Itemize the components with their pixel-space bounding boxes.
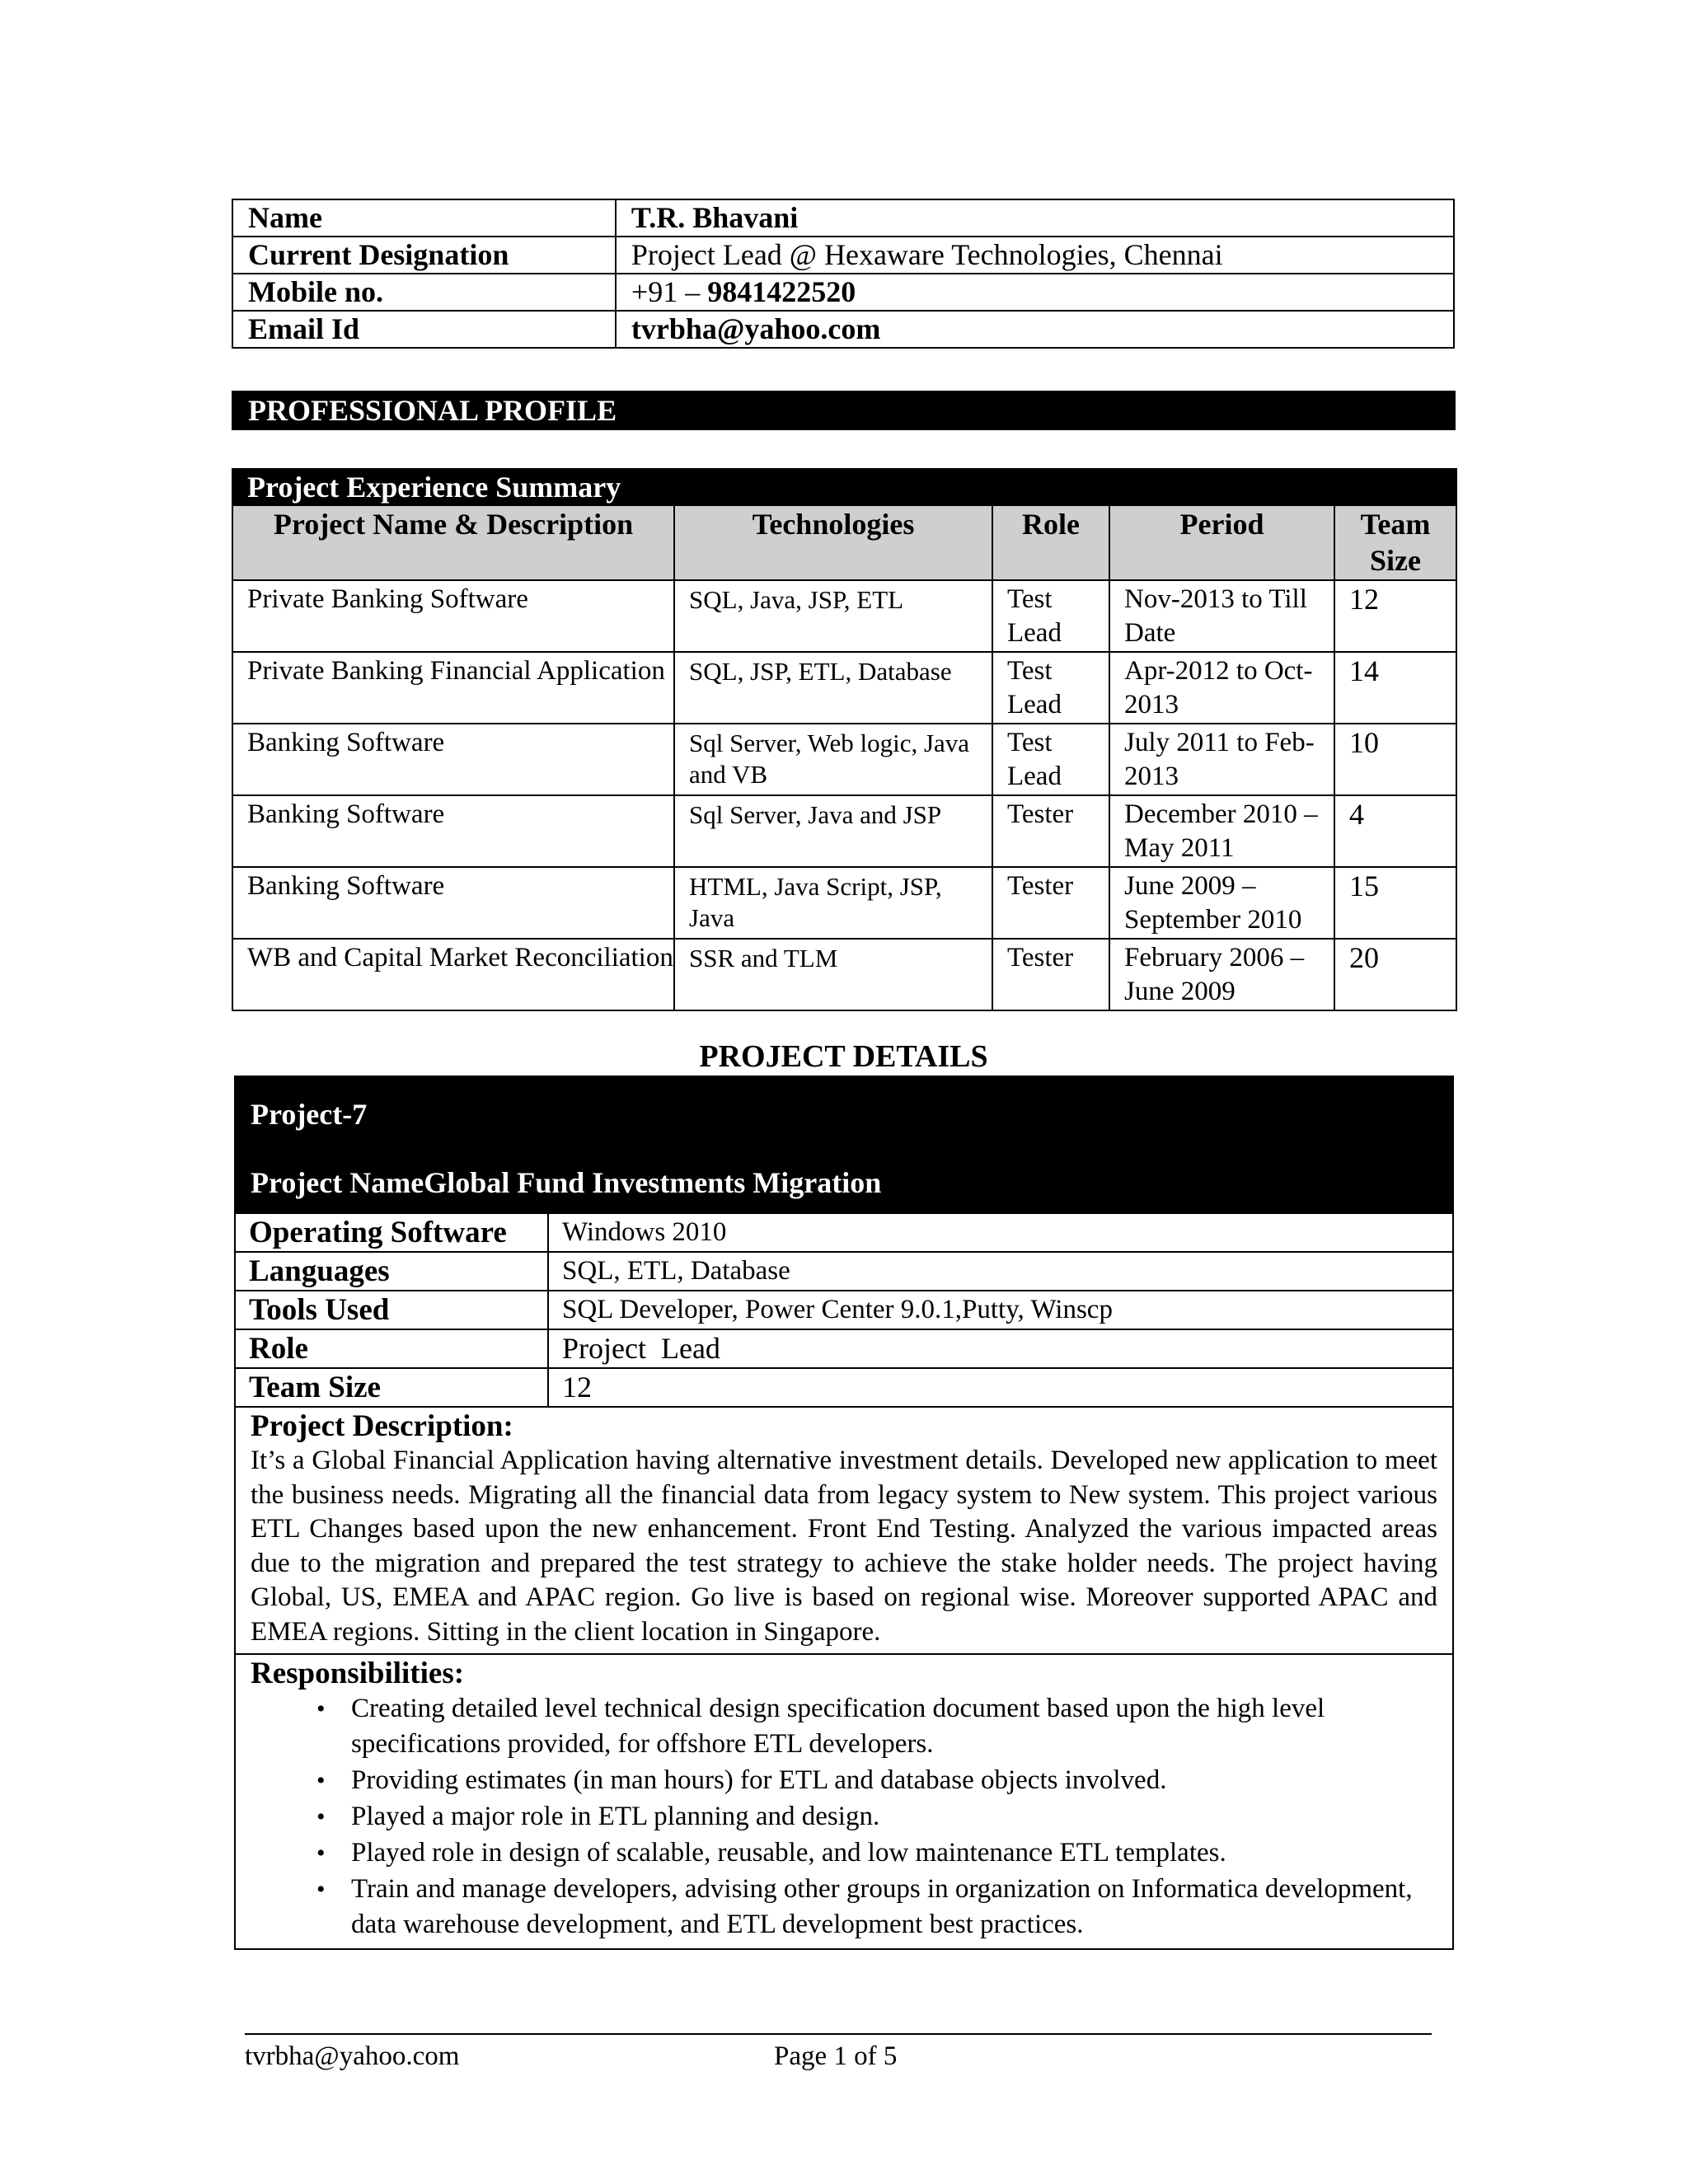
footer-page-number: Page 1 of 5 [774, 2041, 898, 2071]
cell-period: December 2010 – May 2011 [1109, 795, 1334, 867]
meta-row [236, 1291, 1452, 1329]
list-item-text: Providing estimates (in man hours) for ETL and database objects involved. [351, 1765, 1167, 1795]
meta-value: Project Lead [548, 1329, 1452, 1368]
meta-value: Windows 2010 [548, 1214, 1452, 1252]
info-row-name [232, 199, 1454, 237]
info-value-name: T.R. Bhavani [616, 199, 1454, 237]
cell-project: Private Banking Financial Application [232, 652, 674, 724]
meta-row [236, 1252, 1452, 1291]
cell-team-size: 14 [1334, 652, 1456, 724]
cell-period: Apr-2012 to Oct-2013 [1109, 652, 1334, 724]
column-header: Period [1109, 505, 1334, 580]
table-row [232, 939, 1456, 1010]
cell-period: Nov-2013 to Till Date [1109, 580, 1334, 652]
project-header [236, 1077, 1452, 1214]
cell-technologies: SSR and TLM [674, 939, 992, 1010]
list-item [251, 1799, 1437, 1835]
table-row [232, 724, 1456, 795]
cell-project: Banking Software [232, 724, 674, 795]
list-item-text: Played a major role in ETL planning and design. [351, 1801, 880, 1831]
cell-role: Test Lead [992, 724, 1109, 795]
description-text: It’s a Global Financial Application having alternative investment details. Developed new application to meet the business needs. Migrating all the financial data from legacy system to New system. This project various ETL Changes based upon the new enhancement. Front End Testing. Analyzed the various impacted areas due to the migration and prepared the test strategy to achieve the stake holder needs. The project having Global, US, EMEA and APAC region. Go live is based on regional wise. Moreover supported APAC and EMEA regions. Sitting in the client location in Singapore. [251, 1446, 1437, 1647]
list-item-text: Train and manage developers, advising other groups in organization on Informatica development, data warehouse development, and ETL development best practices. [351, 1873, 1413, 1939]
responsibilities-section [236, 1655, 1452, 1948]
cell-project: WB and Capital Market Reconciliation [232, 939, 674, 1010]
meta-row [236, 1329, 1452, 1368]
meta-row [236, 1368, 1452, 1407]
cell-project: Private Banking Software [232, 580, 674, 652]
info-label: Current Designation [232, 237, 616, 274]
cell-project: Banking Software [232, 867, 674, 939]
cell-team-size: 4 [1334, 795, 1456, 867]
meta-value: SQL Developer, Power Center 9.0.1,Putty, Winscp [548, 1291, 1452, 1329]
cell-role: Test Lead [992, 652, 1109, 724]
info-label: Name [232, 199, 616, 237]
project-number: Project-7 [251, 1098, 368, 1131]
info-label: Mobile no. [232, 274, 616, 311]
list-item [251, 1872, 1437, 1943]
column-header: Role [992, 505, 1109, 580]
cell-technologies: Sql Server, Java and JSP [674, 795, 992, 867]
description-title: Project Description: [251, 1409, 513, 1443]
project-summary-table [232, 468, 1457, 1011]
cell-technologies: HTML, Java Script, JSP, Java [674, 867, 992, 939]
project-detail-box [234, 1076, 1454, 1950]
project-details-heading: PROJECT DETAILS [699, 1039, 988, 1074]
list-item [251, 1691, 1437, 1762]
cell-team-size: 15 [1334, 867, 1456, 939]
responsibilities-list [251, 1691, 1437, 1943]
project-name: Project NameGlobal Fund Investments Migration [251, 1166, 882, 1199]
project-description-section [236, 1408, 1452, 1655]
personal-info-table [232, 199, 1455, 349]
table-row [232, 867, 1456, 939]
cell-team-size: 12 [1334, 580, 1456, 652]
bullet-icon: • [316, 1839, 326, 1867]
cell-technologies: SQL, Java, JSP, ETL [674, 580, 992, 652]
info-label: Email Id [232, 311, 616, 348]
cell-project: Banking Software [232, 795, 674, 867]
meta-value: 12 [548, 1368, 1452, 1407]
info-value-email: tvrbha@yahoo.com [616, 311, 1454, 348]
meta-label: Team Size [236, 1368, 548, 1407]
project-meta-table [236, 1214, 1452, 1408]
mobile-number: 9841422520 [707, 275, 856, 308]
table-row [232, 652, 1456, 724]
info-row-email [232, 311, 1454, 348]
meta-label: Operating Software [236, 1214, 548, 1252]
cell-technologies: SQL, JSP, ETL, Database [674, 652, 992, 724]
cell-team-size: 10 [1334, 724, 1456, 795]
summary-header-row [232, 505, 1456, 580]
cell-team-size: 20 [1334, 939, 1456, 1010]
bullet-icon: • [316, 1766, 326, 1794]
info-row-designation [232, 237, 1454, 274]
info-value-designation: Project Lead @ Hexaware Technologies, Chennai [616, 237, 1454, 274]
bullet-icon: • [316, 1875, 326, 1903]
list-item-text: Played role in design of scalable, reusable, and low maintenance ETL templates. [351, 1837, 1226, 1868]
info-value-mobile [616, 274, 1454, 311]
summary-title: Project Experience Summary [232, 469, 1456, 505]
cell-role: Tester [992, 939, 1109, 1010]
footer-email: tvrbha@yahoo.com [245, 2041, 460, 2071]
meta-row [236, 1214, 1452, 1252]
table-row [232, 795, 1456, 867]
bullet-icon: • [316, 1694, 326, 1722]
column-header: Project Name & Description [232, 505, 674, 580]
cell-role: Test Lead [992, 580, 1109, 652]
info-row-mobile [232, 274, 1454, 311]
cell-role: Tester [992, 795, 1109, 867]
cell-period: February 2006 – June 2009 [1109, 939, 1334, 1010]
cell-period: July 2011 to Feb-2013 [1109, 724, 1334, 795]
professional-profile-banner: PROFESSIONAL PROFILE [232, 391, 1456, 430]
bullet-icon: • [316, 1802, 326, 1830]
meta-label: Role [236, 1329, 548, 1368]
column-header: Technologies [674, 505, 992, 580]
mobile-prefix: +91 – [631, 275, 708, 308]
footer-divider [245, 2033, 1432, 2035]
cell-period: June 2009 – September 2010 [1109, 867, 1334, 939]
cell-role: Tester [992, 867, 1109, 939]
list-item [251, 1835, 1437, 1871]
list-item [251, 1763, 1437, 1798]
meta-label: Languages [236, 1252, 548, 1291]
meta-label: Tools Used [236, 1291, 548, 1329]
responsibilities-title: Responsibilities: [251, 1656, 465, 1690]
list-item-text: Creating detailed level technical design specification document based upon the high level specifications provided, for offshore ETL developers. [351, 1693, 1325, 1759]
table-row [232, 580, 1456, 652]
meta-value: SQL, ETL, Database [548, 1252, 1452, 1291]
cell-technologies: Sql Server, Web logic, Java and VB [674, 724, 992, 795]
column-header: Team Size [1334, 505, 1456, 580]
